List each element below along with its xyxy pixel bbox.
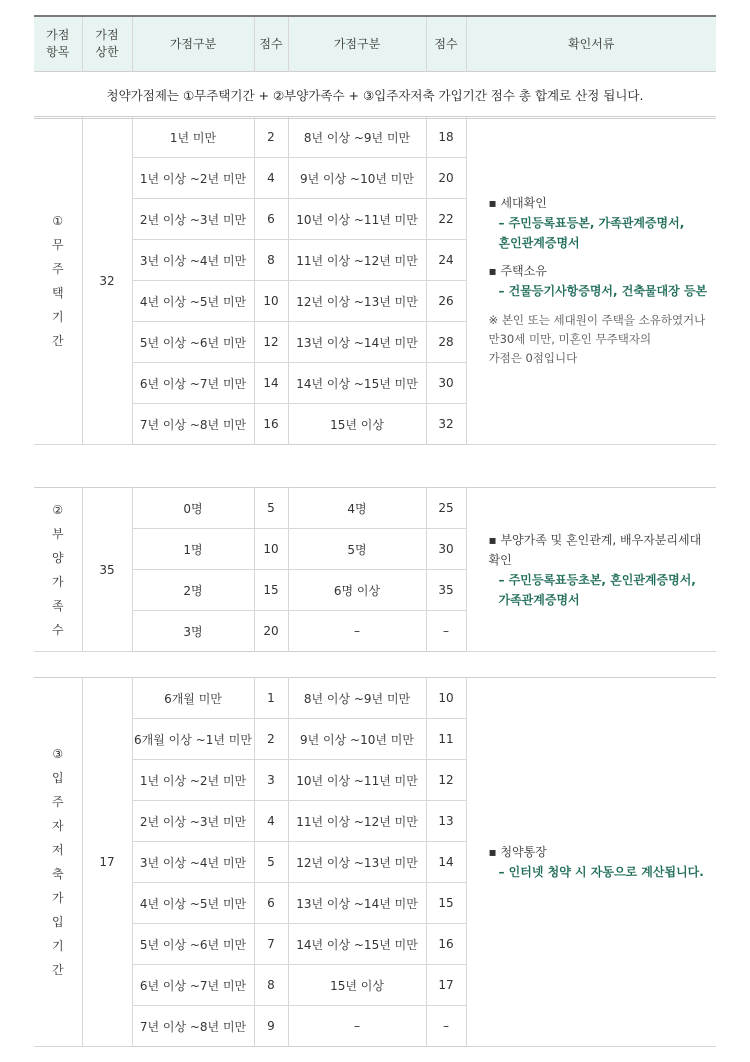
section-dependents — [34, 487, 716, 652]
score-left: 14 — [254, 363, 288, 404]
range-right: 5명 — [288, 529, 426, 570]
doc-bullet: ▪ 세대확인 — [488, 196, 547, 210]
range-right: 6명 이상 — [288, 570, 426, 611]
range-right: 15년 이상 — [288, 404, 426, 445]
range-right: 12년 이상 ~13년 미만 — [288, 842, 426, 883]
range-left: 2명 — [132, 570, 254, 611]
doc-detail: – 인터넷 청약 시 자동으로 계산됩니다. — [498, 865, 704, 879]
score-left: 12 — [254, 322, 288, 363]
range-right: 14년 이상 ~15년 미만 — [288, 924, 426, 965]
section-item-label: ③ 입 주 자 저 축 가 입 기 간 — [34, 678, 82, 1047]
header-table — [34, 15, 716, 119]
range-right: 8년 이상 ~9년 미만 — [288, 117, 426, 158]
doc-bullet: ▪ 청약통장 — [488, 845, 547, 859]
range-right: 13년 이상 ~14년 미만 — [288, 883, 426, 924]
score-left: 9 — [254, 1006, 288, 1047]
range-right: 13년 이상 ~14년 미만 — [288, 322, 426, 363]
range-right: 10년 이상 ~11년 미만 — [288, 760, 426, 801]
intro-text: 청약가점제는 ①무주택기간 + ②부양가족수 + ③입주자저축 가입기간 점수 총 합계로 산정 됩니다. — [34, 72, 716, 119]
table-row — [34, 488, 716, 529]
range-left: 5년 이상 ~6년 미만 — [132, 924, 254, 965]
range-left: 1년 이상 ~2년 미만 — [132, 760, 254, 801]
range-left: 1년 미만 — [132, 117, 254, 158]
section-max-score: 35 — [82, 488, 132, 652]
doc-detail: – 건물등기사항증명서, 건축물대장 등본 — [498, 284, 708, 298]
score-right: 11 — [426, 719, 466, 760]
score-right: 16 — [426, 924, 466, 965]
score-left: 15 — [254, 570, 288, 611]
range-right: 12년 이상 ~13년 미만 — [288, 281, 426, 322]
score-left: 6 — [254, 199, 288, 240]
score-right: 20 — [426, 158, 466, 199]
score-right: 14 — [426, 842, 466, 883]
score-right: 24 — [426, 240, 466, 281]
range-left: 1년 이상 ~2년 미만 — [132, 158, 254, 199]
score-left: 8 — [254, 965, 288, 1006]
table-row — [34, 678, 716, 719]
score-right: – — [426, 1006, 466, 1047]
score-right: 13 — [426, 801, 466, 842]
range-left: 4년 이상 ~5년 미만 — [132, 281, 254, 322]
required-documents — [466, 488, 716, 652]
header-documents: 확인서류 — [466, 16, 716, 72]
header-item: 가점 항목 — [34, 16, 82, 72]
doc-bullet: ▪ 부양가족 및 혼인관계, 배우자분리세대 확인 — [488, 532, 702, 567]
range-left: 5년 이상 ~6년 미만 — [132, 322, 254, 363]
range-left: 7년 이상 ~8년 미만 — [132, 1006, 254, 1047]
header-category-right: 가점구분 — [288, 16, 426, 72]
range-left: 3년 이상 ~4년 미만 — [132, 842, 254, 883]
range-right: 9년 이상 ~10년 미만 — [288, 719, 426, 760]
score-left: 7 — [254, 924, 288, 965]
range-left: 0명 — [132, 488, 254, 529]
required-documents — [466, 678, 716, 1047]
range-right: 9년 이상 ~10년 미만 — [288, 158, 426, 199]
range-left: 3년 이상 ~4년 미만 — [132, 240, 254, 281]
score-right: 22 — [426, 199, 466, 240]
score-right: 17 — [426, 965, 466, 1006]
range-left: 1명 — [132, 529, 254, 570]
section-max-score: 32 — [82, 117, 132, 445]
score-right: 18 — [426, 117, 466, 158]
range-left: 7년 이상 ~8년 미만 — [132, 404, 254, 445]
score-left: 6 — [254, 883, 288, 924]
score-right: 10 — [426, 678, 466, 719]
score-left: 20 — [254, 611, 288, 652]
required-documents — [466, 117, 716, 445]
header-score-left: 점수 — [254, 16, 288, 72]
section-savings-period — [34, 677, 716, 1047]
doc-detail: – 주민등록표등본, 가족관계증명서, 혼인관계증명서 — [498, 216, 685, 250]
header-row — [34, 16, 716, 72]
score-right: 15 — [426, 883, 466, 924]
section-item-label: ② 부 양 가 족 수 — [34, 488, 82, 652]
score-right: 26 — [426, 281, 466, 322]
score-right: 35 — [426, 570, 466, 611]
range-right: 11년 이상 ~12년 미만 — [288, 801, 426, 842]
range-right: 10년 이상 ~11년 미만 — [288, 199, 426, 240]
doc-note: ※ 본인 또는 세대원이 주택을 소유하였거나 만30세 미만, 미혼인 무주택자의 가점은 0점입니다 — [488, 313, 706, 365]
score-right: 25 — [426, 488, 466, 529]
range-left: 6개월 미만 — [132, 678, 254, 719]
range-left: 3명 — [132, 611, 254, 652]
section-item-label: ① 무 주 택 기 간 — [34, 117, 82, 445]
range-left: 6년 이상 ~7년 미만 — [132, 363, 254, 404]
score-right: 30 — [426, 363, 466, 404]
score-left: 4 — [254, 801, 288, 842]
range-right: – — [288, 611, 426, 652]
table-row — [34, 117, 716, 158]
score-right: 30 — [426, 529, 466, 570]
score-right: 28 — [426, 322, 466, 363]
score-left: 16 — [254, 404, 288, 445]
section-max-score: 17 — [82, 678, 132, 1047]
header-score-right: 점수 — [426, 16, 466, 72]
score-left: 5 — [254, 488, 288, 529]
range-right: – — [288, 1006, 426, 1047]
range-left: 6개월 이상 ~1년 미만 — [132, 719, 254, 760]
range-right: 14년 이상 ~15년 미만 — [288, 363, 426, 404]
range-right: 15년 이상 — [288, 965, 426, 1006]
score-right: 32 — [426, 404, 466, 445]
section-homeless-period — [34, 116, 716, 445]
score-left: 1 — [254, 678, 288, 719]
doc-detail: – 주민등록표등초본, 혼인관계증명서, 가족관계증명서 — [498, 572, 696, 607]
header-max: 가점 상한 — [82, 16, 132, 72]
range-right: 8년 이상 ~9년 미만 — [288, 678, 426, 719]
score-left: 4 — [254, 158, 288, 199]
range-left: 6년 이상 ~7년 미만 — [132, 965, 254, 1006]
range-left: 4년 이상 ~5년 미만 — [132, 883, 254, 924]
score-right: 12 — [426, 760, 466, 801]
range-right: 11년 이상 ~12년 미만 — [288, 240, 426, 281]
score-left: 10 — [254, 529, 288, 570]
score-left: 2 — [254, 719, 288, 760]
score-left: 2 — [254, 117, 288, 158]
score-left: 8 — [254, 240, 288, 281]
score-right: – — [426, 611, 466, 652]
score-left: 3 — [254, 760, 288, 801]
range-left: 2년 이상 ~3년 미만 — [132, 801, 254, 842]
range-left: 2년 이상 ~3년 미만 — [132, 199, 254, 240]
header-category-left: 가점구분 — [132, 16, 254, 72]
score-left: 10 — [254, 281, 288, 322]
range-right: 4명 — [288, 488, 426, 529]
doc-bullet: ▪ 주택소유 — [488, 264, 547, 278]
score-left: 5 — [254, 842, 288, 883]
